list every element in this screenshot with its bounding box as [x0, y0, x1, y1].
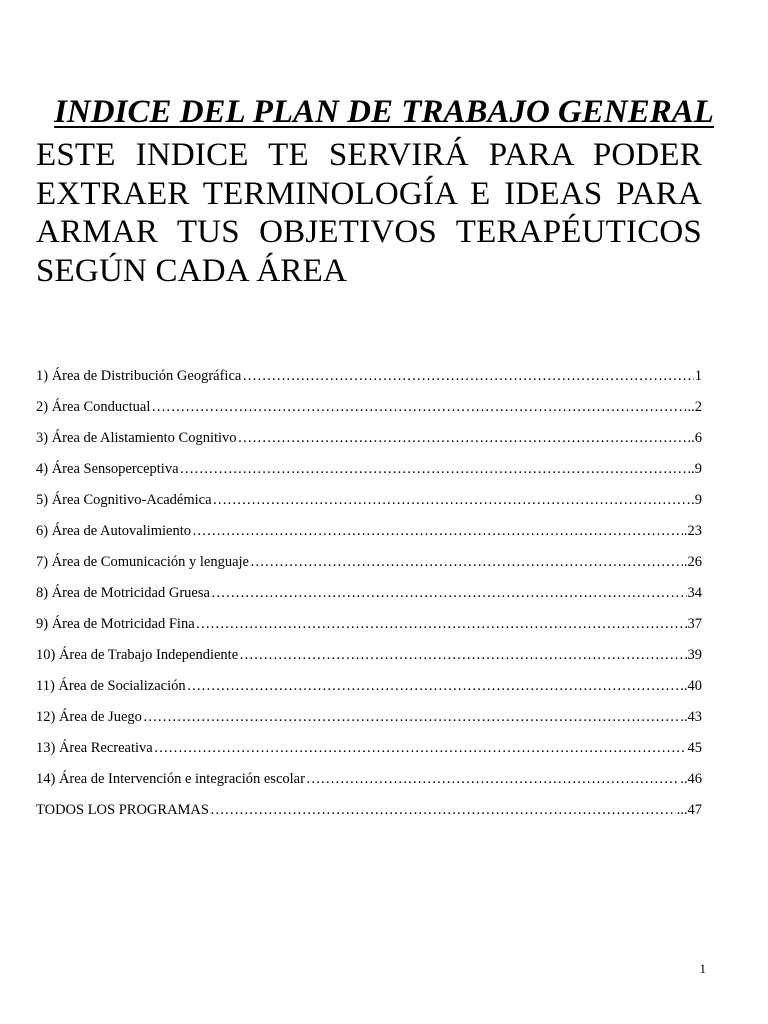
toc-entry-page: 37	[687, 616, 702, 632]
table-of-contents	[36, 364, 702, 829]
page-number: 1	[699, 961, 706, 976]
toc-entry-page: ..2	[687, 399, 702, 415]
toc-entry-page: ...47	[676, 802, 702, 818]
toc-entry-page: 1	[694, 368, 702, 384]
toc-entry[interactable]	[36, 519, 702, 550]
toc-entry[interactable]	[36, 643, 702, 674]
toc-entry-page: .40	[683, 678, 702, 694]
toc-entry-label: 12) Área de Juego	[36, 709, 142, 725]
toc-entry-page: 34	[687, 585, 702, 601]
toc-entry-label: 6) Área de Autovalimiento	[36, 523, 192, 539]
toc-entry[interactable]	[36, 426, 702, 457]
toc-entry[interactable]	[36, 457, 702, 488]
toc-dot-leader	[250, 550, 683, 574]
toc-entry-label: 14) Área de Intervención e integración escolar	[36, 771, 305, 787]
toc-dot-leader	[196, 612, 687, 636]
toc-entry-label: 13) Área Recreativa	[36, 740, 153, 756]
toc-entry[interactable]	[36, 395, 702, 426]
document-title: INDICE DEL PLAN DE TRABAJO GENERAL	[54, 94, 714, 130]
toc-entry-page: 39	[687, 647, 702, 663]
toc-dot-leader	[143, 705, 679, 729]
toc-entry[interactable]	[36, 612, 702, 643]
toc-entry-label: 10) Área de Trabajo Independiente	[36, 647, 239, 663]
toc-entry-label: 4) Área Sensoperceptiva	[36, 461, 179, 477]
toc-entry-page: ..43	[680, 709, 702, 725]
toc-entry[interactable]	[36, 364, 702, 395]
intro-paragraph: ESTE INDICE TE SERVIRÁ PARA PODER EXTRAER TERMINOLOGÍA E IDEAS PARA ARMAR TUS OBJETIVOS TERAPÉUTICOS SEGÚN CADA ÁREA	[36, 137, 702, 289]
toc-dot-leader	[154, 736, 687, 760]
toc-dot-leader	[187, 674, 683, 698]
toc-entry-page: ..9	[687, 461, 702, 477]
toc-entry[interactable]	[36, 674, 702, 705]
toc-entry[interactable]	[36, 550, 702, 581]
toc-dot-leader	[211, 581, 687, 605]
toc-entry-label: 3) Área de Alistamiento Cognitivo	[36, 430, 237, 446]
toc-entry-page: ..6	[687, 430, 702, 446]
toc-entry-label: 9) Área de Motricidad Fina	[36, 616, 195, 632]
toc-dot-leader	[238, 426, 687, 450]
toc-entry[interactable]	[36, 736, 702, 767]
toc-entry[interactable]	[36, 705, 702, 736]
toc-entry-page: .9	[691, 492, 702, 508]
toc-entry-page: ..46	[680, 771, 702, 787]
toc-entry-label: 5) Área Cognitivo-Académica	[36, 492, 212, 508]
toc-entry-label: 7) Área de Comunicación y lenguaje	[36, 554, 249, 570]
toc-entry[interactable]	[36, 798, 702, 829]
toc-entry-label: 11) Área de Socialización	[36, 678, 186, 694]
toc-entry[interactable]	[36, 767, 702, 798]
toc-dot-leader	[151, 395, 686, 419]
toc-entry-label: 1) Área de Distribución Geográfica	[36, 368, 242, 384]
toc-dot-leader	[213, 488, 691, 512]
toc-entry-page: 45	[687, 740, 702, 756]
toc-dot-leader	[180, 457, 687, 481]
toc-dot-leader	[242, 364, 693, 388]
toc-dot-leader	[192, 519, 683, 543]
toc-entry-label: 2) Área Conductual	[36, 399, 151, 415]
toc-dot-leader	[239, 643, 686, 667]
toc-dot-leader	[306, 767, 679, 791]
toc-entry-label: TODOS LOS PROGRAMAS	[36, 802, 209, 818]
toc-dot-leader	[210, 798, 676, 822]
toc-entry-label: 8) Área de Motricidad Gruesa	[36, 585, 210, 601]
toc-entry[interactable]	[36, 581, 702, 612]
toc-entry[interactable]	[36, 488, 702, 519]
toc-entry-page: .26	[683, 554, 702, 570]
toc-entry-page: .23	[683, 523, 702, 539]
